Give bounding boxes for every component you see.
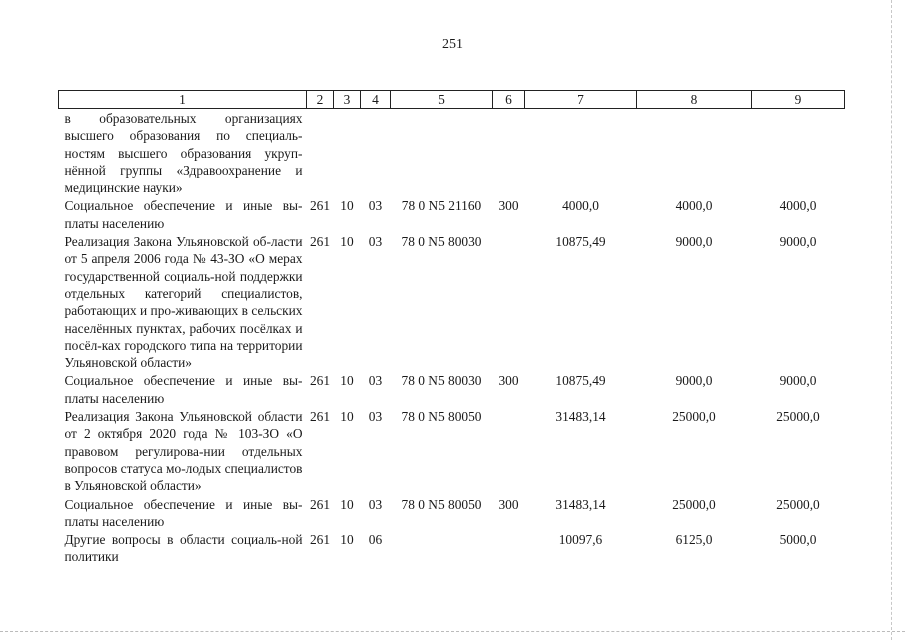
cell-amount-col8: 25000,0: [672, 409, 716, 425]
table-body: [59, 109, 845, 566]
cell-expense-type: 300: [498, 373, 519, 389]
cell-amount-col8: [637, 109, 752, 197]
cell-amount-col8: 25000,0: [672, 496, 716, 512]
row-name-cell: Другие вопросы в области социаль-ной политики: [64, 532, 303, 565]
cell-section: 10: [340, 532, 354, 548]
row-name-cell: Социальное обеспечение и иные вы-платы населению: [64, 198, 303, 231]
table-row: [59, 232, 845, 371]
cell-amount-col7: 4000,0: [562, 198, 599, 214]
cell-admin-code: 261: [309, 409, 331, 425]
cell-subsection: 03: [368, 373, 383, 389]
cell-amount-col9: [752, 109, 845, 197]
header-col-8: 8: [637, 91, 752, 109]
cell-admin-code: 261: [309, 532, 331, 548]
cell-target-article: [391, 530, 493, 566]
table-row: [59, 109, 845, 197]
cell-expense-type: [493, 109, 525, 197]
header-col-7: 7: [525, 91, 637, 109]
cell-amount-col9: 9000,0: [779, 234, 817, 250]
cell-target-article: 78 0 N5 21160: [401, 198, 482, 214]
cell-admin-code: 261: [309, 198, 331, 214]
cell-admin-code: 261: [309, 234, 331, 250]
row-name-cell: Реализация Закона Ульяновской об-ласти от 5 апреля 2006 года № 43-ЗО «О мерах государственной социаль-ной поддержки отдельных категорий специалистов, работающих и про-живающих в сельских населённых пунктах, рабочих посёлках и посёл-ках городского типа на территории Ульяновской области»: [64, 234, 303, 371]
cell-subsection: [361, 109, 391, 197]
cell-amount-col7: 10875,49: [555, 373, 606, 389]
cell-section: 10: [340, 409, 354, 425]
cell-amount-col9: 5000,0: [779, 532, 817, 548]
table-row: [59, 407, 845, 494]
cell-amount-col8: 4000,0: [675, 198, 713, 214]
header-col-4: 4: [361, 91, 391, 109]
header-col-3: 3: [334, 91, 361, 109]
cell-amount-col8: 9000,0: [675, 234, 713, 250]
cell-target-article: 78 0 N5 80030: [401, 373, 482, 389]
cell-amount-col7: 10875,49: [555, 234, 606, 250]
cell-subsection: 03: [368, 409, 383, 425]
page-bottom-dashed-line: [0, 631, 905, 632]
row-name-cell: в образовательных организациях высшего образования по специаль-ностям высшего образования укруп-нённой группы «Здравоохранение и медицинские науки»: [64, 111, 303, 196]
cell-subsection: 03: [368, 234, 383, 250]
page-number: 251: [442, 37, 463, 52]
cell-section: 10: [340, 373, 354, 389]
header-col-5: 5: [391, 91, 493, 109]
row-name-cell: Социальное обеспечение и иные вы-платы населению: [64, 496, 303, 529]
table-row: [59, 530, 845, 566]
cell-expense-type: [493, 407, 525, 494]
cell-subsection: 03: [368, 496, 383, 512]
cell-amount-col9: 4000,0: [779, 198, 817, 214]
cell-amount-col8: 6125,0: [675, 532, 713, 548]
cell-section: 10: [340, 496, 354, 512]
row-name-cell: Социальное обеспечение и иные вы-платы населению: [64, 373, 303, 406]
cell-amount-col9: 25000,0: [776, 496, 820, 512]
cell-amount-col7: 31483,14: [555, 409, 606, 425]
row-name-cell: Реализация Закона Ульяновской области от 2 октября 2020 года № 103-ЗО «О правовом регулирова-нии отдельных вопросов статуса мо-лодых специалистов в Ульяновской области»: [64, 409, 303, 494]
table-row: [59, 196, 845, 232]
cell-target-article: [391, 109, 493, 197]
header-col-9: 9: [752, 91, 845, 109]
cell-amount-col9: 25000,0: [776, 409, 820, 425]
cell-amount-col7: 31483,14: [555, 496, 606, 512]
cell-expense-type: 300: [498, 496, 519, 512]
table-row: [59, 371, 845, 407]
cell-admin-code: 261: [309, 373, 331, 389]
cell-amount-col8: 9000,0: [675, 373, 713, 389]
page-edge-line: [891, 0, 892, 640]
cell-amount-col7: 10097,6: [558, 532, 603, 548]
cell-admin-code: 261: [309, 496, 331, 512]
cell-subsection: 03: [368, 198, 383, 214]
budget-table: [58, 90, 845, 566]
cell-target-article: 78 0 N5 80030: [401, 234, 482, 250]
cell-amount-col7: [525, 109, 637, 197]
cell-section: 10: [340, 198, 354, 214]
table-header-row: [59, 91, 845, 109]
table-row: [59, 495, 845, 531]
cell-target-article: 78 0 N5 80050: [401, 409, 482, 425]
header-col-6: 6: [493, 91, 525, 109]
cell-target-article: 78 0 N5 80050: [401, 496, 482, 512]
budget-table-container: [58, 90, 845, 566]
header-col-1: 1: [59, 91, 307, 109]
cell-section: [334, 109, 361, 197]
cell-expense-type: [493, 530, 525, 566]
cell-section: 10: [340, 234, 354, 250]
cell-amount-col9: 9000,0: [779, 373, 817, 389]
cell-expense-type: 300: [498, 198, 519, 214]
cell-admin-code: [307, 109, 334, 197]
header-col-2: 2: [307, 91, 334, 109]
cell-expense-type: [493, 232, 525, 371]
cell-subsection: 06: [368, 532, 383, 548]
